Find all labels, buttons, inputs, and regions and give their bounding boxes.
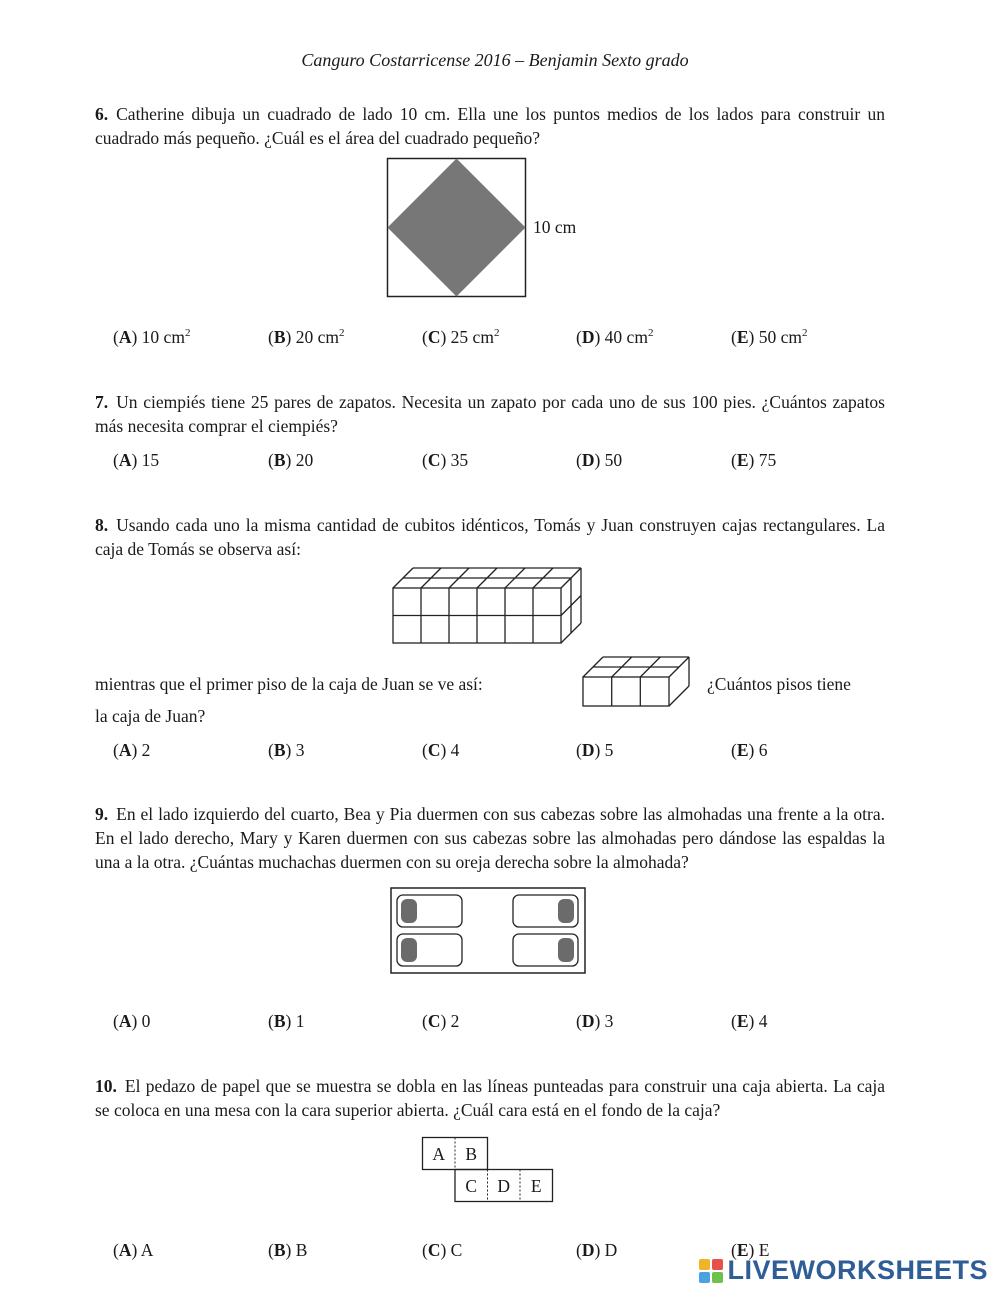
q9-option-a[interactable]: (A) 0 [113,1011,151,1031]
head-mary [558,899,574,923]
net-face-b: B [465,1144,478,1164]
q7-option-e[interactable]: (E) 75 [731,450,777,470]
q8-option-d[interactable]: (D) 5 [576,740,614,760]
square-diagram [386,157,596,299]
question-6-number: 6. [95,104,109,124]
liveworksheets-logo-text: LIVEWORKSHEETS [727,1255,988,1285]
q10-option-a[interactable]: (A) A [113,1240,154,1260]
q10-option-c[interactable]: (C) C [422,1240,463,1260]
q10-option-e[interactable]: (E) E [731,1240,770,1260]
logo-tile-4 [712,1272,723,1283]
q6-option-d[interactable]: (D) 40 $cm^2$ [576,327,654,347]
head-bea [401,899,417,923]
head-pia [401,938,417,962]
head-karen [558,938,574,962]
q9-option-e[interactable]: (E) 4 [731,1011,768,1031]
question-9-choices [113,1011,913,1035]
question-9-text: En el lado izquierdo del cuarto, Bea y Pia duermen con sus cabezas sobre las almohadas una frente a la otra. En el lado derecho, Mary y Karen duermen con sus cabezas sobre las almohadas pero dándose las espaldas la una a la otra. ¿Cuántas muchachas duermen con su oreja derecha sobre la almohada? [95,804,885,872]
net-face-e: E [530,1176,542,1196]
question-6-text: Catherine dibuja un cuadrado de lado 10 cm. Ella une los puntos medios de los lados para construir un cuadrado más pequeño. ¿Cuál es el área del cuadrado pequeño? [95,104,885,148]
question-7-number: 7. [95,392,109,412]
q8-option-c[interactable]: (C) 4 [422,740,460,760]
q7-option-a[interactable]: (A) 15 [113,450,160,470]
q7-option-c[interactable]: (C) 35 [422,450,469,470]
q9-option-c[interactable]: (C) 2 [422,1011,460,1031]
question-10 [95,1074,885,1122]
question-8-text: Usando cada uno la misma cantidad de cubitos idénticos, Tomás y Juan construyen cajas rectangulares. La caja de Tomás se observa así: [95,515,885,559]
q7-option-d[interactable]: (D) 50 [576,450,623,470]
q6-option-b[interactable]: (B) 20 $cm^2$ [268,327,345,347]
q10-option-d[interactable]: (D) D [576,1240,618,1260]
question-7 [95,390,885,438]
question-6 [95,102,885,150]
side-length-label: 10 cm [533,217,577,237]
box-net-diagram [421,1136,556,1204]
question-8-text-4: la caja de Juan? [95,706,206,726]
question-9 [95,802,885,874]
question-6-choices [113,327,913,351]
q9-option-b[interactable]: (B) 1 [268,1011,305,1031]
q9-option-d[interactable]: (D) 3 [576,1011,614,1031]
question-8-choices [113,740,913,764]
inner-square [388,159,526,297]
logo-tile-3 [699,1272,710,1283]
question-10-text: El pedazo de papel que se muestra se dobla en las líneas punteadas para construir una caja abierta. La caja se coloca en una mesa con la cara superior abierta. ¿Cuál cara está en el fondo de la caja? [95,1076,885,1120]
room-outline [391,888,585,973]
net-face-d: D [497,1176,511,1196]
q6-option-e[interactable]: (E) 50 $cm^2$ [731,327,808,347]
question-8-text-2: mientras que el primer piso de la caja de Juan se ve así: [95,674,483,694]
q8-option-b[interactable]: (B) 3 [268,740,305,760]
q7-option-b[interactable]: (B) 20 [268,450,314,470]
question-8-text-3: ¿Cuántos pisos tiene [707,674,851,694]
q6-option-a[interactable]: (A) 10 $cm^2$ [113,327,191,347]
tomas-box-diagram [392,566,584,646]
q8-option-e[interactable]: (E) 6 [731,740,768,760]
page-header: Canguro Costarricense 2016 – Benjamin Sexto grado [301,50,689,70]
liveworksheets-watermark[interactable] [699,1255,988,1286]
question-8-number: 8. [95,515,109,535]
room-diagram [390,887,588,975]
logo-tile-1 [699,1259,710,1270]
question-9-number: 9. [95,804,109,824]
q8-option-a[interactable]: (A) 2 [113,740,151,760]
question-8 [95,513,885,561]
net-face-c: C [465,1176,478,1196]
liveworksheets-logo-icon [699,1259,723,1283]
question-7-text: Un ciempiés tiene 25 pares de zapatos. Necesita un zapato por cada uno de sus 100 pies. ¿Cuántos zapatos más necesita comprar el ciempiés? [95,392,885,436]
question-10-number: 10. [95,1076,117,1096]
q6-option-c[interactable]: (C) 25 $cm^2$ [422,327,500,347]
juan-layer-diagram [582,655,692,709]
question-7-choices [113,450,913,474]
logo-tile-2 [712,1259,723,1270]
net-face-a: A [432,1144,446,1164]
q10-option-b[interactable]: (B) B [268,1240,308,1260]
